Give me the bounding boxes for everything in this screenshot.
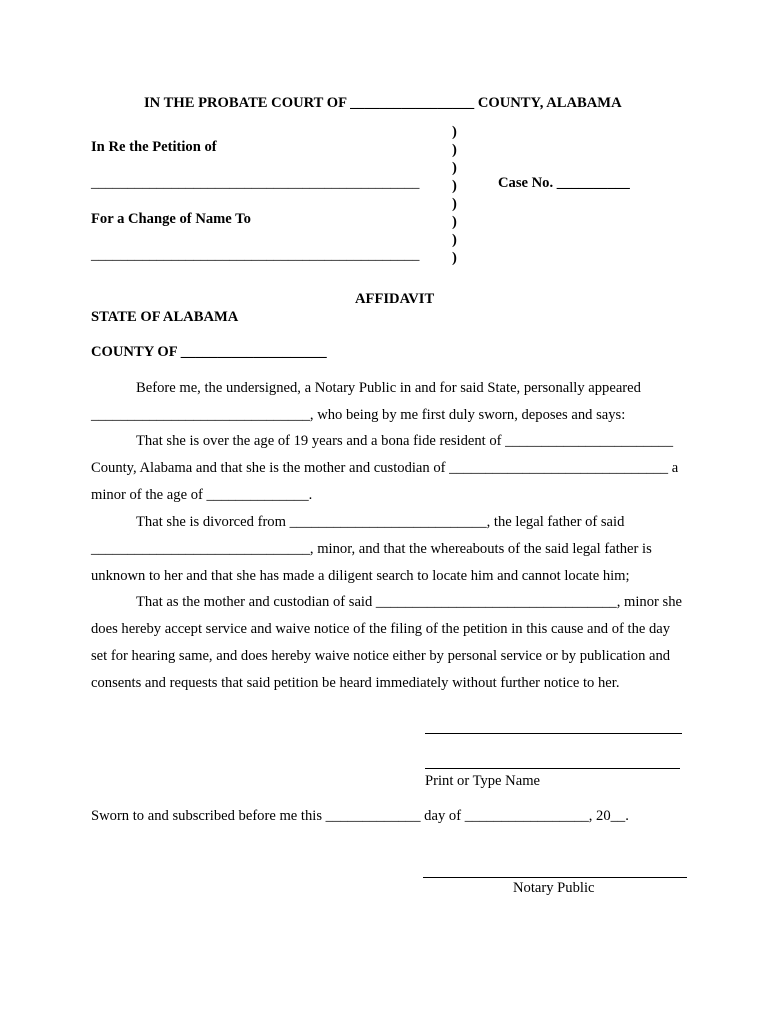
- signature-line[interactable]: [425, 733, 682, 734]
- caption-paren: ): [452, 196, 457, 212]
- body-line: set for hearing same, and does hereby waive notice either by personal service or by publication and: [91, 648, 671, 664]
- caption-paren-column: [452, 123, 464, 267]
- body-line: unknown to her and that she has made a diligent search to locate him and cannot locate him;: [91, 568, 630, 584]
- caption-paren: ): [452, 160, 457, 176]
- notary-signature-line[interactable]: [423, 877, 687, 878]
- new-name-blank[interactable]: _____________________________________________: [91, 247, 420, 263]
- body-line: County, Alabama and that she is the mother and custodian of ______________________________ a: [91, 460, 679, 476]
- body-line: Before me, the undersigned, a Notary Public in and for said State, personally appeared: [136, 380, 641, 396]
- body-line: ______________________________, who being by me first duly sworn, deposes and says:: [91, 407, 626, 423]
- petitioner-name-blank[interactable]: _____________________________________________: [91, 175, 420, 191]
- caption-paren: ): [452, 142, 457, 158]
- body-line: minor of the age of ______________.: [91, 487, 313, 503]
- case-number[interactable]: Case No. __________: [498, 175, 630, 191]
- body-line: consents and requests that said petition be heard immediately without further notice to her.: [91, 675, 620, 691]
- caption-paren: ): [452, 124, 457, 140]
- body-line: does hereby accept service and waive notice of the filing of the petition in this cause and of the day: [91, 621, 671, 637]
- printed-name-line[interactable]: [425, 768, 680, 769]
- caption-paren: ): [452, 232, 457, 248]
- body-line: ______________________________, minor, and that the whereabouts of the said legal father is: [91, 541, 652, 557]
- caption-paren: ): [452, 214, 457, 230]
- body-line: That as the mother and custodian of said _________________________________, minor she: [136, 594, 682, 610]
- caption-paren: ): [452, 178, 457, 194]
- county-label[interactable]: COUNTY OF ____________________: [91, 344, 327, 360]
- sworn-statement: Sworn to and subscribed before me this _____________ day of _________________, 20__.: [91, 808, 629, 824]
- print-name-label: Print or Type Name: [425, 773, 541, 789]
- change-name-label: For a Change of Name To: [91, 211, 251, 227]
- body-line: That she is over the age of 19 years and a bona fide resident of _______________________: [136, 433, 673, 449]
- document-title: AFFIDAVIT: [355, 291, 435, 307]
- court-title: IN THE PROBATE COURT OF _________________ COUNTY, ALABAMA: [144, 95, 622, 111]
- state-label: STATE OF ALABAMA: [91, 309, 239, 325]
- body-line: That she is divorced from ___________________________, the legal father of said: [136, 514, 625, 530]
- petition-label: In Re the Petition of: [91, 139, 217, 155]
- caption-paren: ): [452, 250, 457, 266]
- notary-public-label: Notary Public: [513, 880, 595, 896]
